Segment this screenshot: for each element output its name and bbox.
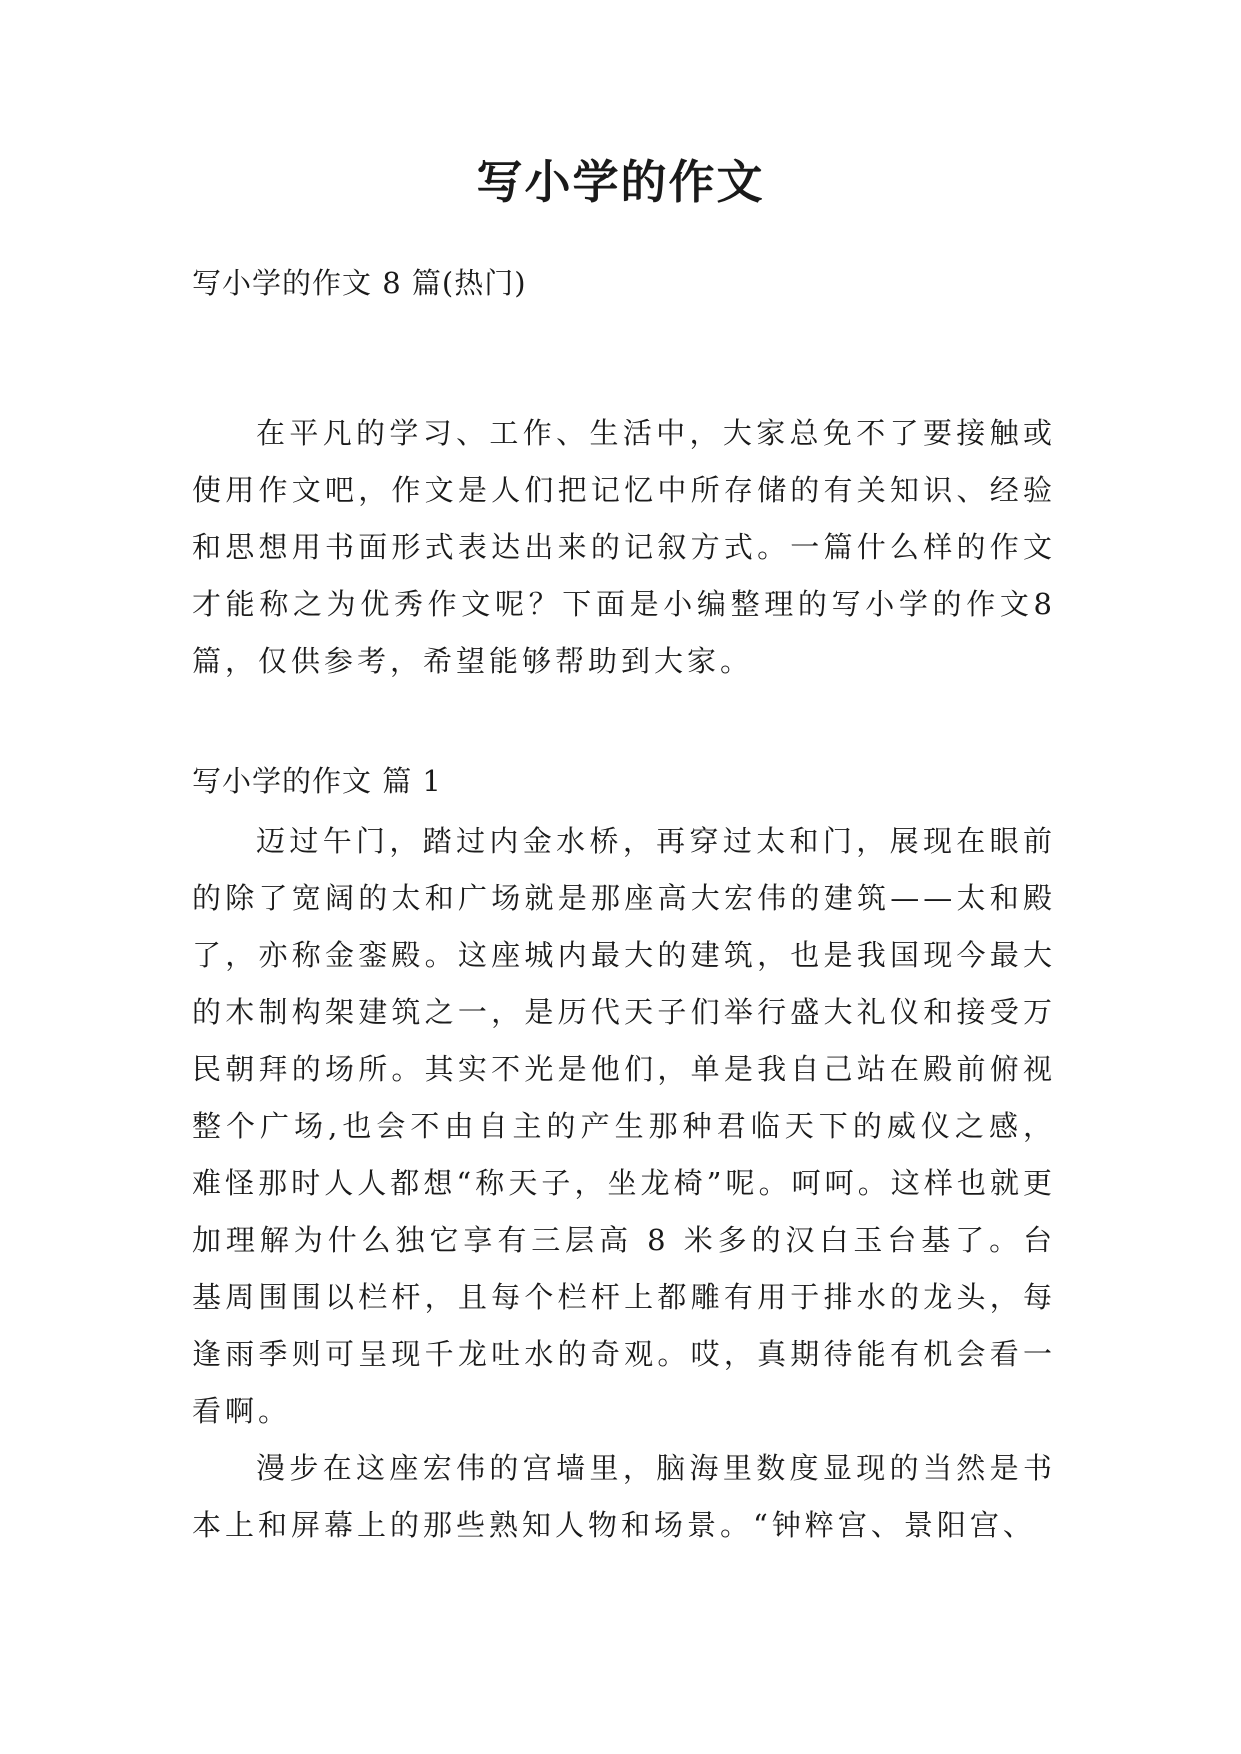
section-heading: 写小学的作文 篇 1 <box>192 764 442 798</box>
article-paragraph-2: 漫步在这座宏伟的宫墙里，脑海里数度显现的当然是书本上和屏幕上的那些熟知人物和场景。“钟粹宫、景阳宫、 <box>192 1451 1056 1542</box>
article-body <box>192 813 1056 1554</box>
intro-paragraph: 在平凡的学习、工作、生活中，大家总免不了要接触或使用作文吧，作文是人们把记忆中所存储的有关知识、经验和思想用书面形式表达出来的记叙方式。一篇什么样的作文才能称之为优秀作文呢？下面是小编整理的写小学的作文8篇，仅供参考，希望能够帮助到大家。 <box>192 416 1056 678</box>
document-title: 写小学的作文 <box>476 155 765 209</box>
document-subtitle: 写小学的作文 8 篇(热门) <box>192 266 527 300</box>
article-paragraph-1: 迈过午门，踏过内金水桥，再穿过太和门，展现在眼前的除了宽阔的太和广场就是那座高大宏伟的建筑——太和殿了，亦称金銮殿。这座城内最大的建筑，也是我国现今最大的木制构架建筑之一，是历代天子们举行盛大礼仪和接受万民朝拜的场所。其实不光是他们，单是我自己站在殿前俯视整个广场,也会不由自主的产生那种君临天下的威仪之感，难怪那时人人都想“称天子，坐龙椅”呢。呵呵。这样也就更加理解为什么独它享有三层高 8 米多的汉白玉台基了。台基周围围以栏杆，且每个栏杆上都雕有用于排水的龙头，每逢雨季则可呈现千龙吐水的奇观。哎，真期待能有机会看一看啊。 <box>192 824 1056 1428</box>
intro-block <box>192 405 1056 690</box>
